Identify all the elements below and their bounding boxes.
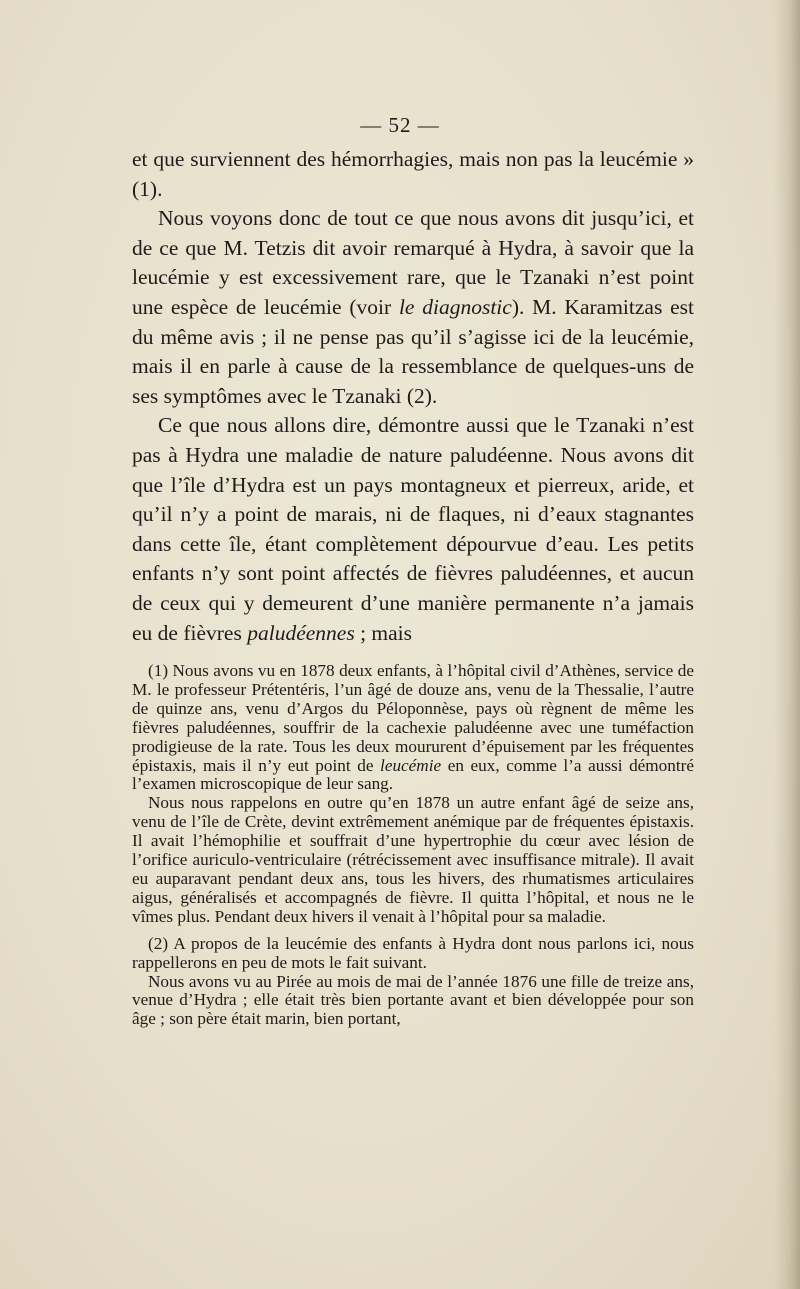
paragraph-2-italic: le diagnostic: [398, 294, 512, 319]
footnotes: [132, 662, 694, 1029]
footnote-1: [132, 662, 694, 794]
paragraph-2-text-b: ). M. Karamitzas est du même avis ; il ne pense pas qu’il s’agisse ici de la leucémie, mais il en parle à cause de la ressemblance de quelques-uns de ses symptômes avec le Tzanaki (2).: [132, 294, 694, 408]
paragraph-3-italic: paludéennes: [247, 620, 355, 645]
footnote-1-italic: leucémie: [380, 755, 442, 775]
paragraph-2-text-a: Nous voyons donc de tout ce que nous avons dit jusqu’ici, et de ce que M. Tetzis dit avoir remarqué à Hydra, à savoir que la leucémie y est excessivement rare, que le Tzanaki n’est point une espèce de leucémie (voir: [132, 206, 694, 319]
paragraph-1: [132, 145, 694, 204]
paragraph-1-text: et que surviennent des hémorrhagies, mais non pas la leucémie » (1).: [132, 147, 694, 201]
footnote-1-text-b: en eux, comme l’a aussi démontré l’examen microscopique de leur sang.: [132, 755, 694, 794]
main-text: [132, 145, 694, 648]
footnote-1-text-a: (1) Nous avons vu en 1878 deux enfants, à l’hôpital civil d’Athènes, service de M. le professeur Prétentéris, l’un âgé de douze ans, venu de la Thessalie, l’autre de quinze ans, venu d’Argos du Péloponnèse, pays où règnent de même les fièvres paludéennes, souffrir de la cachexie paludéenne avec une tuméfaction prodigieuse de la rate. Tous les deux moururent d’épuisement par les fréquentes épistaxis, mais il n’y eut point de: [132, 661, 694, 775]
footnote-2: (2) A propos de la leucémie des enfants à Hydra dont nous parlons ici, nous rappellerons en peu de mots le fait suivant.: [132, 933, 694, 972]
paragraph-2: [132, 204, 694, 411]
paragraph-3-text-a: Ce que nous allons dire, démontre aussi que le Tzanaki n’est pas à Hydra une maladie de nature paludéenne. Nous avons dit que l’île d’Hydra est un pays montagneux et pierreux, aride, et qu’il n’y a point de marais, ni de flaques, ni d’eaux stagnantes dans cette île, étant complètement dépourvue d’eau. Les petits enfants n’y sont point affectés de fièvres paludéennes, et aucun de ceux qui y demeurent d’une manière permanente n’a jamais eu de fièvres: [132, 413, 694, 645]
footnote-1-continuation: Nous nous rappelons en outre qu’en 1878 un autre enfant âgé de seize ans, venu de l’île de Crète, devint extrêmement anémique par de fréquentes épistaxis. Il avait l’hémophilie et souffrait d’une hypertrophie du cœur avec lésion de l’orifice auriculo-ventriculaire (rétrécissement avec insuffisance mitrale). Il avait eu auparavant pendant deux ans, tous les hivers, des rhumatismes articulaires aigus, généralisés et accompagnés de fièvre. Il quitta l’hôpital, et nous ne le vîmes plus. Pendant deux hivers il venait à l’hôpital pour sa maladie.: [132, 793, 694, 926]
page-number: — 52 —: [360, 113, 440, 137]
footnote-2-continuation: Nous avons vu au Pirée au mois de mai de l’année 1876 une fille de treize ans, venue d’Hydra ; elle était très bien portante avant et bien développée pour son âge ; son père était marin, bien portant,: [132, 971, 694, 1029]
page-edge-shadow: [774, 0, 800, 1289]
paragraph-3: [132, 411, 694, 648]
paragraph-3-text-b: ; mais: [354, 620, 413, 645]
